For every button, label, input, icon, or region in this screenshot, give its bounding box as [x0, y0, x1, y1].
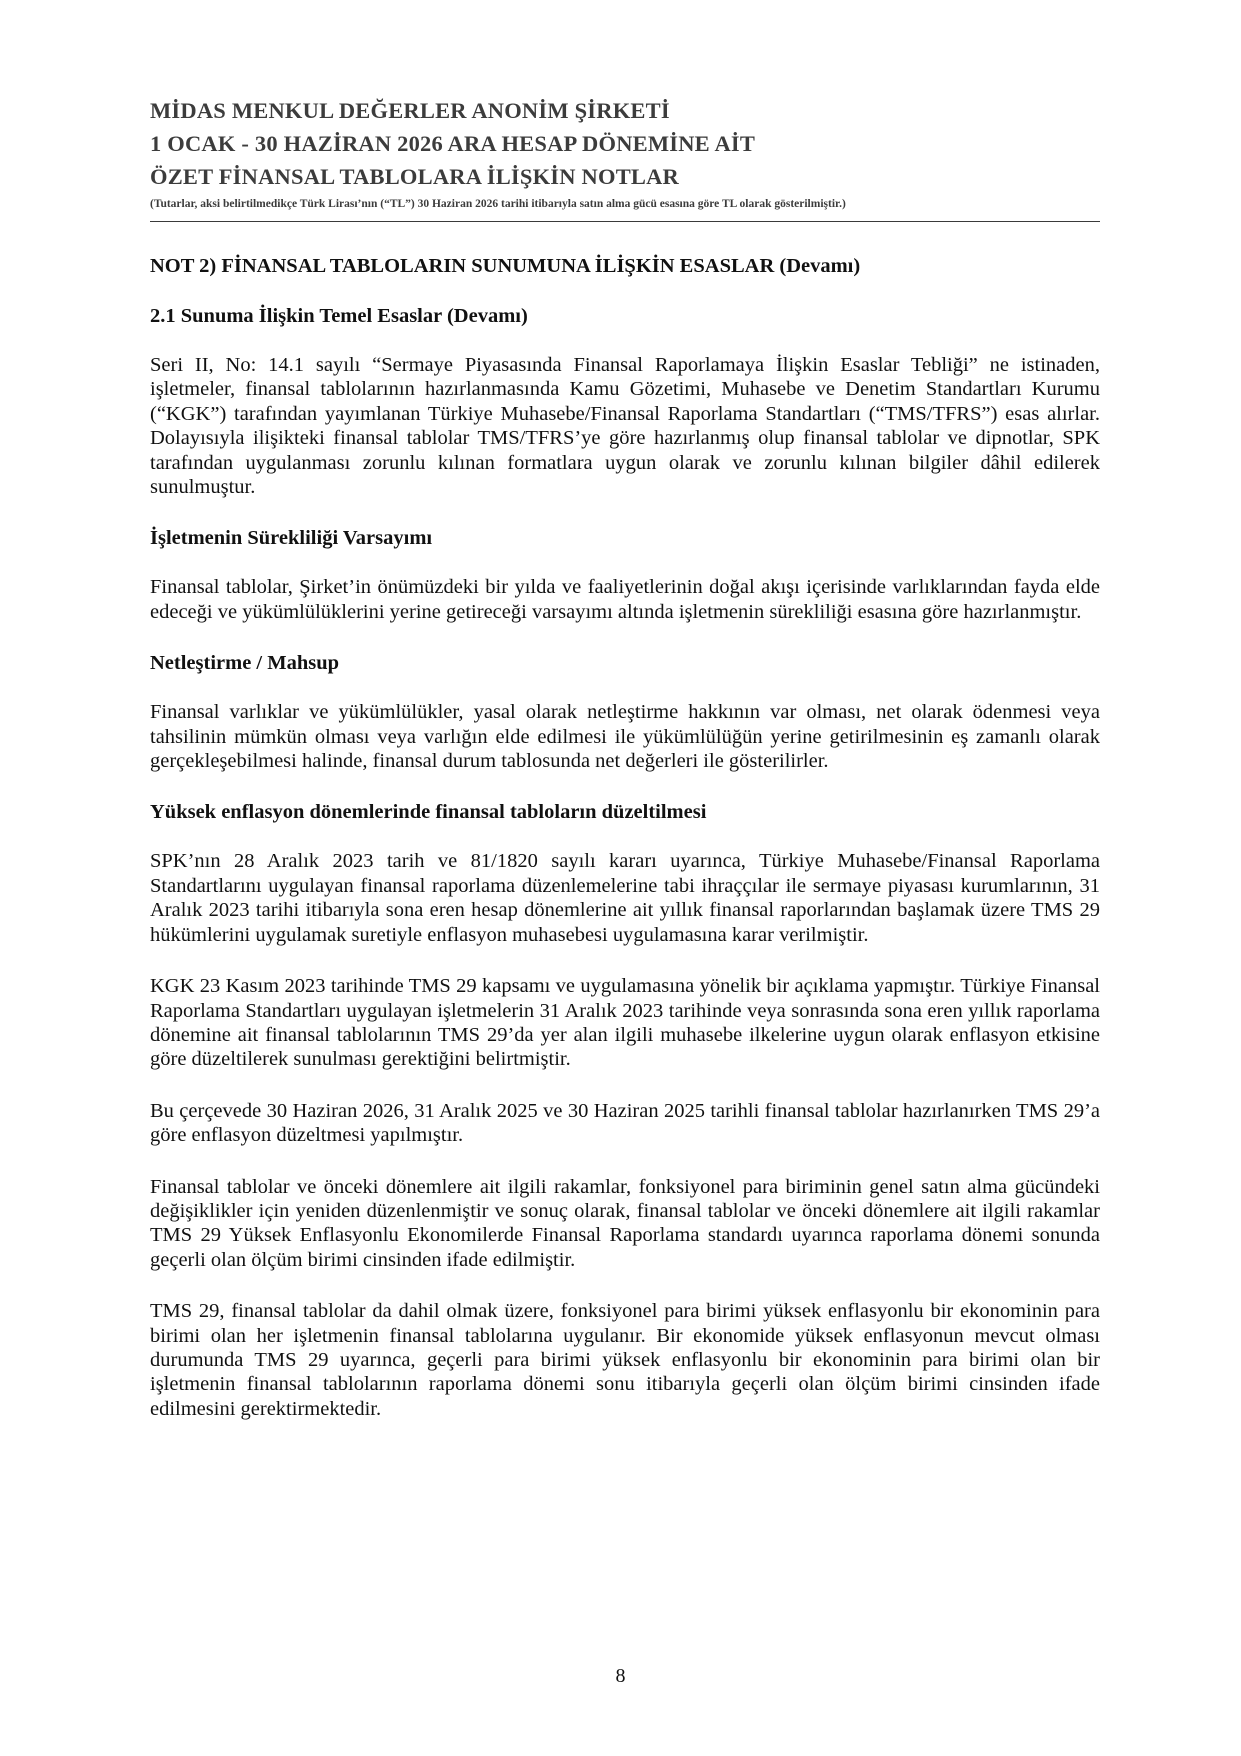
inflation-paragraph: SPK’nın 28 Aralık 2023 tarih ve 81/1820 sayılı kararı uyarınca, Türkiye Muhasebe/Finansal Raporlama Standartlarını uygulayan finansal raporlama düzenlemelerine tabi ihraççılar ile sermaye piyasası kurumlarının, 31 Aralık 2023 tarihi itibarıyla sona eren hesap dönemlerine ait yıllık finansal raporlarından başlamak üzere TMS 29 hükümlerini uygulamak suretiyle enflasyon muhasebesi uygulamasına karar verilmiştir.: [150, 850, 1100, 946]
going-concern-heading: İşletmenin Sürekliliği Varsayımı: [150, 527, 433, 550]
netting-paragraph: Finansal varlıklar ve yükümlülükler, yasal olarak netleştirme hakkının var olması, net olarak ödenmesi veya tahsilinin mümkün olması veya varlığın elde edilmesi ile yükümlülüğün yerine getirilmesinin eş zamanlı olarak gerçekleşebilmesi halinde, finansal durum tablosunda net değerleri ile gösterilirler.: [150, 701, 1100, 773]
note-title: NOT 2) FİNANSAL TABLOLARIN SUNUMUNA İLİŞKİN ESASLAR (Devamı): [150, 255, 861, 277]
inflation-paragraph: Bu çerçevede 30 Haziran 2026, 31 Aralık 2025 ve 30 Haziran 2025 tarihli finansal tablolar hazırlanırken TMS 29’a göre enflasyon düzeltmesi yapılmıştır.: [150, 1099, 1100, 1147]
inflation-paragraph: TMS 29, finansal tablolar da dahil olmak üzere, fonksiyonel para birimi yüksek enflasyonlu bir ekonominin para birimi olan her işletmenin finansal tablolarına uygulanır. Bir ekonomide yüksek enflasyonun mevcut olması durumunda TMS 29 uyarınca, geçerli para birimi yüksek enflasyonlu bir ekonominin para birimi olan bir işletmenin finansal tablolarının raporlama dönemi sonu itibarıyla geçerli olan ölçüm birimi cinsinden ifade edilmesini gerektirmektedir.: [150, 1300, 1100, 1420]
inflation-paragraph: KGK 23 Kasım 2023 tarihinde TMS 29 kapsamı ve uygulamasına yönelik bir açıklama yapmıştır. Türkiye Finansal Raporlama Standartları uygulayan işletmelerin 31 Aralık 2023 tarihinde veya sonrasında sona eren yıllık raporlama dönemine ait finansal tablolarının TMS 29’da yer alan ilgili muhasebe ilkelerine uygun olarak enflasyon etkisine göre düzeltilerek sunulması gerektiğini belirtmiştir.: [150, 975, 1100, 1071]
header-divider: [150, 221, 1100, 222]
intro-paragraph: Seri II, No: 14.1 sayılı “Sermaye Piyasasında Finansal Raporlamaya İlişkin Esaslar Tebliği” ne istinaden, işletmeler, finansal tablolarının hazırlanmasında Kamu Gözetimi, Muhasebe ve Denetim Standartları Kurumu (“KGK”) tarafından yayımlanan Türkiye Muhasebe/Finansal Raporlama Standartları (“TMS/TFRS”) esas alırlar. Dolayısıyla ilişikteki finansal tablolar TMS/TFRS’ye göre hazırlanmış olup finansal tablolar ve dipnotlar, SPK tarafından uygulanması zorunlu kılınan formatlara uygun olarak ve zorunlu kılınan bilgiler dâhil edilerek sunulmuştur.: [150, 354, 1100, 499]
page-number: 8: [615, 1665, 626, 1687]
company-name: MİDAS MENKUL DEĞERLER ANONİM ŞİRKETİ: [150, 98, 670, 123]
inflation-heading: Yüksek enflasyon dönemlerinde finansal tabloların düzeltilmesi: [150, 801, 707, 824]
going-concern-paragraph: Finansal tablolar, Şirket’in önümüzdeki bir yılda ve faaliyetlerinin doğal akışı içerisinde varlıklarından fayda elde edeceği ve yükümlülüklerini yerine getireceği varsayımı altında işletmenin sürekliliği esasına göre hazırlanmıştır.: [150, 576, 1100, 623]
section-title: 2.1 Sunuma İlişkin Temel Esaslar (Devamı): [150, 305, 528, 327]
reporting-period: 1 OCAK - 30 HAZİRAN 2026 ARA HESAP DÖNEMİNE AİT: [150, 131, 756, 156]
currency-note: (Tutarlar, aksi belirtilmedikçe Türk Lirası’nın (“TL”) 30 Haziran 2026 tarihi itibarıyla satın alma gücü esasına göre TL olarak gösterilmiştir.): [150, 198, 846, 210]
document-page: [150, 94, 1100, 1421]
inflation-paragraph: Finansal tablolar ve önceki dönemlere ait ilgili rakamlar, fonksiyonel para biriminin genel satın alma gücündeki değişiklikler için yeniden düzenlenmiştir ve sonuç olarak, finansal tablolar ve önceki dönemlere ait ilgili rakamlar TMS 29 Yüksek Enflasyonlu Ekonomilerde Finansal Raporlama standardı uyarınca raporlama dönemi sonunda geçerli olan ölçüm birimi cinsinden ifade edilmiştir.: [150, 1175, 1100, 1271]
statements-title: ÖZET FİNANSAL TABLOLARA İLİŞKİN NOTLAR: [150, 164, 679, 189]
netting-heading: Netleştirme / Mahsup: [150, 652, 340, 675]
page-header: [150, 94, 1100, 222]
